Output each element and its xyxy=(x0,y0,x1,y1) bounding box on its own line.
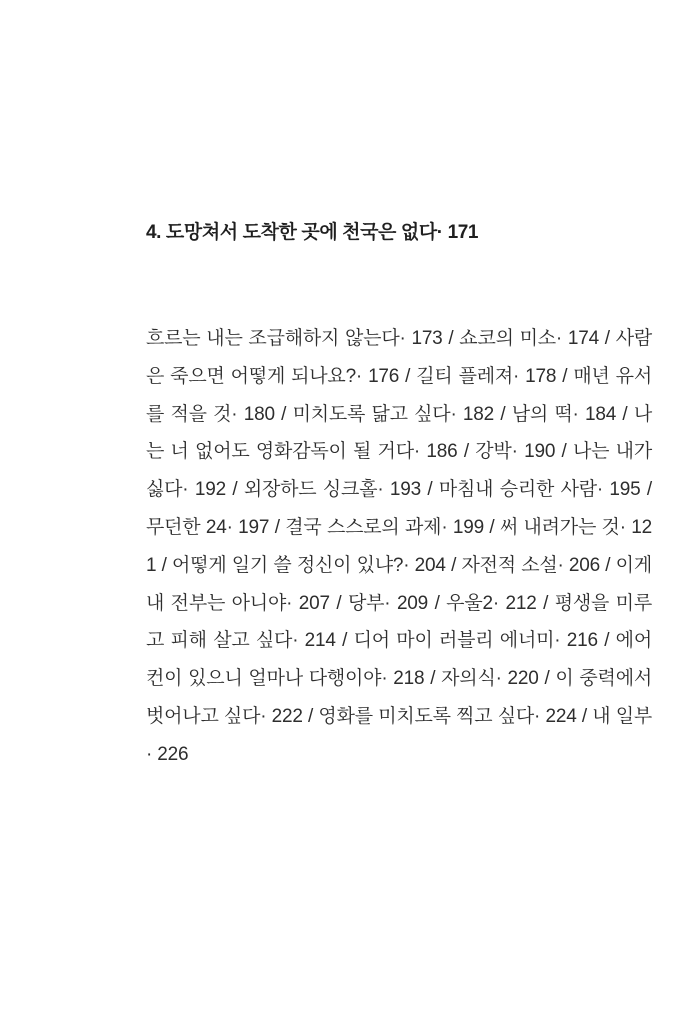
toc-entries-paragraph: 흐르는 내는 조급해하지 않는다· 173 / 쇼코의 미소· 174 / 사람은 죽으면 어떻게 되나요?· 176 / 길티 플레져· 178 / 매년 유서를 적을 것· 180 / 미치도록 닮고 싶다· 182 / 남의 떡· 184 / 나는 너 없어도 영화감독이 될 거다· 186 / 강박· 190 / 나는 내가 싫다· 192 / 외장하드 싱크홀· 193 / 마침내 승리한 사람· 195 / 무던한 24· 197 / 결국 스스로의 과제· 199 / 써 내려가는 것· 121 / 어떻게 일기 쓸 정신이 있냐?· 204 / 자전적 소설· 206 / 이게 내 전부는 아니야· 207 / 당부· 209 / 우울2· 212 / 평생을 미루고 피해 살고 싶다· 214 / 디어 마이 러블리 에너미· 216 / 에어컨이 있으니 얼마나 다행이야· 218 / 자의식· 220 / 이 중력에서 벗어나고 싶다· 222 / 영화를 미치도록 찍고 싶다· 224 / 내 일부· 226 xyxy=(146,328,652,765)
chapter-heading: 4. 도망쳐서 도착한 곳에 천국은 없다· 171 xyxy=(146,222,479,243)
